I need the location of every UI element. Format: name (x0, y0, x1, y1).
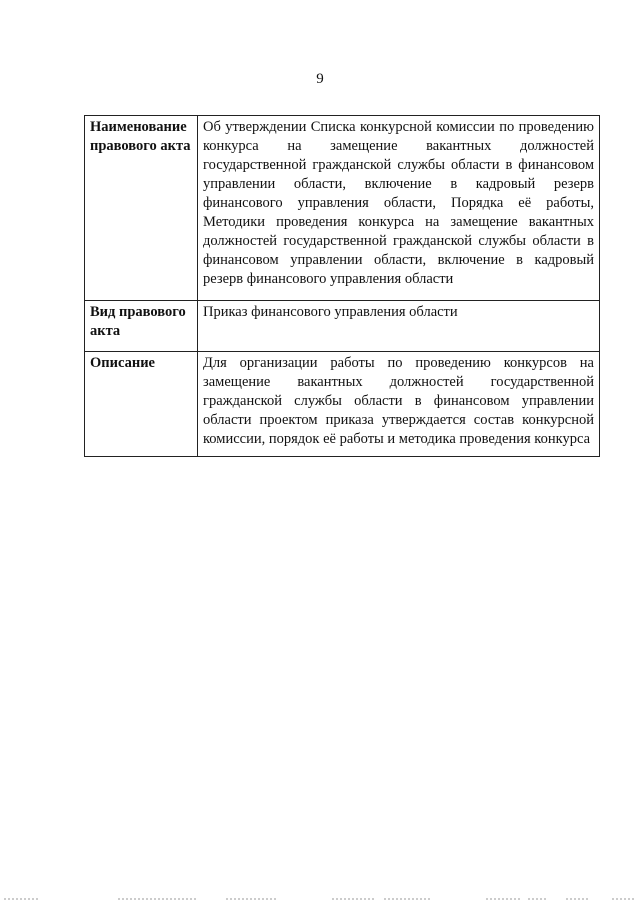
act-type-value: Приказ финансового управления области (198, 301, 600, 352)
table-row-act-type (85, 301, 600, 352)
table-row-act-name (85, 116, 600, 301)
act-type-label: Вид правового акта (85, 301, 198, 352)
page-number: 9 (316, 71, 324, 87)
scan-artifact-marks (0, 896, 640, 902)
act-name-value: Об утверждении Списка конкурсной комиссии по проведению конкурса на замещение вакантных должностей государственной гражданской службы области в финансовом управлении области, включение в кадровый резерв финансового управления области, Порядка её работы, Методики проведения конкурса на замещение вакантных должностей государственной гражданской службы области в финансовом управлении области, включение в кадровый резерв финансового управления области (198, 116, 600, 301)
act-name-label: Наименование правового акта (85, 116, 198, 301)
table-row-description (85, 352, 600, 457)
document-table (84, 115, 600, 457)
description-value: Для организации работы по проведению конкурсов на замещение вакантных должностей государственной гражданской службы области в финансовом управлении области проектом приказа утверждается состав конкурсной комиссии, порядок её работы и методика проведения конкурса (198, 352, 600, 457)
description-label: Описание (85, 352, 198, 457)
